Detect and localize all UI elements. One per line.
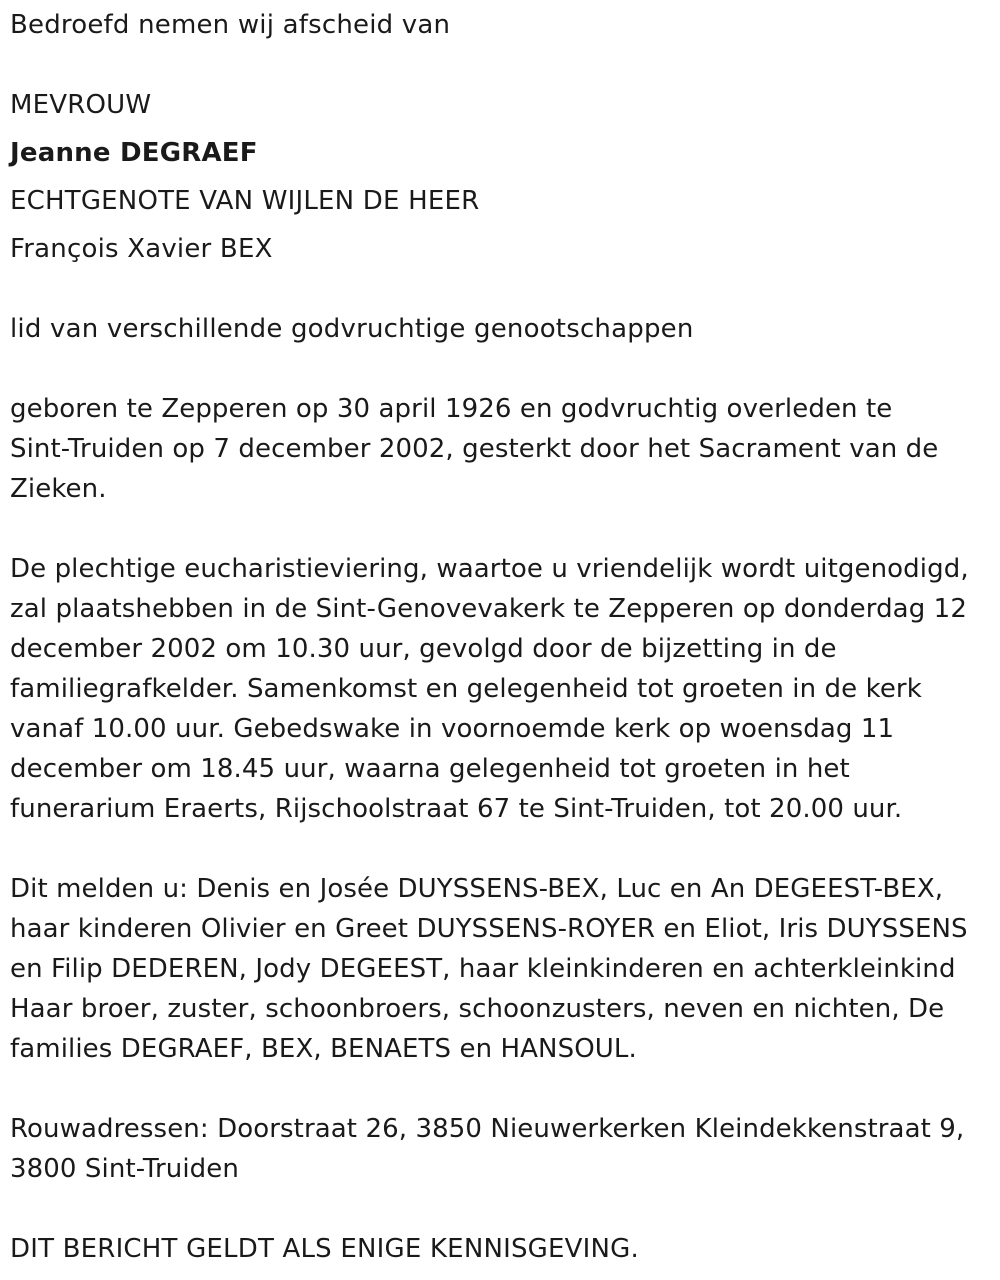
- paragraph-line: Rouwadressen: Doorstraat 26, 3850 Nieuwerkerken Kleindekkenstraat 9,: [10, 1114, 965, 1144]
- paragraph-line: De plechtige eucharistieviering, waartoe u vriendelijk wordt uitgenodigd,: [10, 554, 969, 584]
- paragraph-line: haar kinderen Olivier en Greet DUYSSENS-ROYER en Eliot, Iris DUYSSENS: [10, 914, 968, 944]
- paragraph-line: Haar broer, zuster, schoonbroers, schoonzusters, neven en nichten, De: [10, 994, 945, 1024]
- paragraph-line: en Filip DEDEREN, Jody DEGEEST, haar kleinkinderen en achterkleinkind: [10, 954, 956, 984]
- membership-text: lid van verschillende godvruchtige genootschappen: [10, 314, 694, 344]
- paragraph-line: geboren te Zepperen op 30 april 1926 en godvruchtig overleden te: [10, 394, 893, 424]
- spouse-title: ECHTGENOTE VAN WIJLEN DE HEER: [10, 186, 480, 216]
- paragraph-line: vanaf 10.00 uur. Gebedswake in voornoemde kerk op woensdag 11: [10, 714, 895, 744]
- paragraph-line: Dit melden u: Denis en Josée DUYSSENS-BEX, Luc en An DEGEEST-BEX,: [10, 874, 944, 904]
- paragraph-line: Zieken.: [10, 474, 107, 504]
- deceased-name: Jeanne DEGRAEF: [10, 138, 258, 168]
- intro-text: Bedroefd nemen wij afscheid van: [10, 10, 451, 40]
- announcers-paragraph: [10, 869, 990, 1069]
- birth-death-paragraph: [10, 389, 990, 509]
- ceremony-paragraph: [10, 549, 990, 829]
- paragraph-line: Sint-Truiden op 7 december 2002, gesterkt door het Sacrament van de: [10, 434, 939, 464]
- paragraph-line: families DEGRAEF, BEX, BENAETS en HANSOUL.: [10, 1034, 637, 1064]
- honorific: MEVROUW: [10, 90, 152, 120]
- paragraph-line: december om 18.45 uur, waarna gelegenheid tot groeten in het: [10, 754, 850, 784]
- closing-notice: DIT BERICHT GELDT ALS ENIGE KENNISGEVING.: [10, 1234, 639, 1264]
- paragraph-line: december 2002 om 10.30 uur, gevolgd door de bijzetting in de: [10, 634, 837, 664]
- spouse-name: François Xavier BEX: [10, 234, 273, 264]
- paragraph-line: familiegrafkelder. Samenkomst en gelegenheid tot groeten in de kerk: [10, 674, 922, 704]
- paragraph-line: zal plaatshebben in de Sint-Genovevakerk te Zepperen op donderdag 12: [10, 594, 967, 624]
- paragraph-line: 3800 Sint-Truiden: [10, 1154, 239, 1184]
- paragraph-line: funerarium Eraerts, Rijschoolstraat 67 te Sint-Truiden, tot 20.00 uur.: [10, 794, 903, 824]
- addresses-paragraph: [10, 1109, 990, 1189]
